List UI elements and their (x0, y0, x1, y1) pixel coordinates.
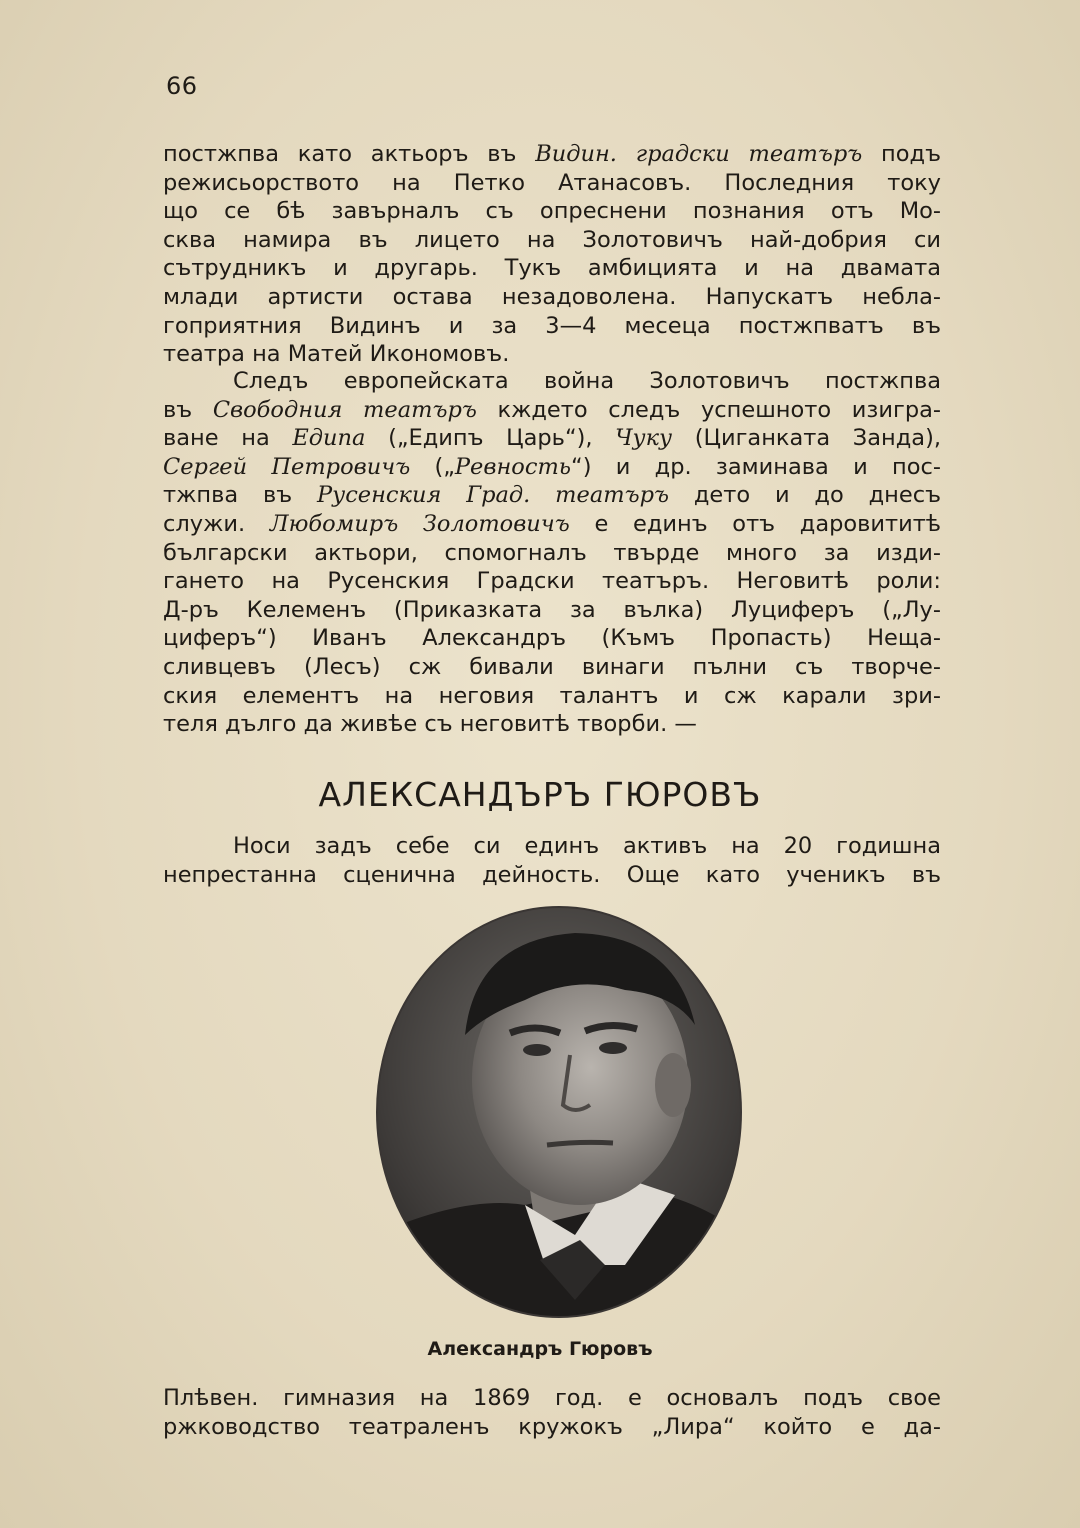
paragraph-1 (163, 140, 941, 369)
text-line: театра на Матей Икономовъ. (163, 341, 510, 368)
paragraph-4 (163, 1384, 941, 1441)
actor-name: Любомиръ Золотовичъ (269, 510, 570, 537)
text-line: постжпва като актьоръ въ Видин. градски театъръ подъ (163, 141, 941, 167)
text-line: теля дълго да живѣе съ неговитѣ творби. — (163, 711, 697, 738)
text-line: Д-ръ Келеменъ (Приказката за вълка) Луциферъ („Лу- (163, 596, 941, 623)
text-line: ржководство театраленъ кружокъ „Лира“ който е да- (163, 1413, 941, 1440)
portrait-photo (375, 905, 743, 1319)
paragraph-2 (163, 367, 941, 739)
section-title: АЛЕКСАНДЪРЪ ГЮРОВЪ (318, 775, 762, 814)
text-line: въ Свободния театъръ кждето следъ успешното изигра- (163, 396, 942, 423)
theatre-name: Видин. градски театъръ (535, 141, 863, 167)
text-line: Плѣвен. гимназия на 1869 год. е основалъ подъ свое (163, 1385, 941, 1411)
text-line: сливцевъ (Лесъ) сж бивали винаги пълни съ творче- (163, 653, 941, 680)
text-line: гоприятния Видинъ и за 3—4 месеца постжпватъ въ (163, 312, 941, 339)
portrait-caption: Александръ Гюровъ (427, 1338, 653, 1360)
play-title: Чуку (615, 425, 673, 452)
text-line: Следъ европейската война Золотовичъ постжпва (233, 368, 941, 394)
text-line: млади артисти остава незадоволена. Напускатъ небла- (163, 283, 941, 310)
text-line: тжпва въ Русенския Град. театъръ дето и до днесъ (163, 482, 941, 509)
theatre-name: Русенския Град. театъръ (317, 482, 669, 509)
play-title: Едипа (292, 425, 366, 452)
play-title: Сергей Петровичъ (163, 453, 411, 480)
text-line: режисьорството на Петко Атанасовъ. Последния току (163, 169, 941, 196)
play-title: Свободния театъръ (212, 396, 477, 423)
text-line: служи. Любомиръ Золотовичъ е единъ отъ даровититѣ (163, 510, 941, 537)
text-line: гането на Русенския Градски театъръ. Неговитѣ роли: (163, 568, 941, 595)
text-line: сква намира въ лицето на Золотовичъ най-добрия си (163, 226, 941, 253)
text-line: Сергей Петровичъ („Ревность“) и др. заминава и пос- (163, 453, 941, 480)
text-line: ския елементъ на неговия талантъ и сж карали зри- (163, 682, 941, 709)
text-line: Носи задъ себе си единъ активъ на 20 годишна (233, 833, 941, 859)
text-line: непрестанна сценична дейность. Още като ученикъ въ (163, 861, 941, 888)
play-title: Ревность (454, 453, 572, 480)
paragraph-3 (163, 832, 941, 889)
text-line: ване на Едипа („Едипъ Царь“), Чуку (Циганката Занда), (163, 425, 942, 452)
text-line: български актьори, спомогналъ твърде много за изди- (163, 539, 941, 566)
text-line: циферъ“) Иванъ Александръ (Къмъ Пропасть) Неща- (163, 625, 941, 652)
text-line: що се бѣ завърналъ съ опреснени познания отъ Мо- (163, 198, 941, 225)
page-number: 66 (166, 72, 198, 100)
text-line: сътрудникъ и другарь. Тукъ амбицията и на двамата (163, 255, 941, 282)
